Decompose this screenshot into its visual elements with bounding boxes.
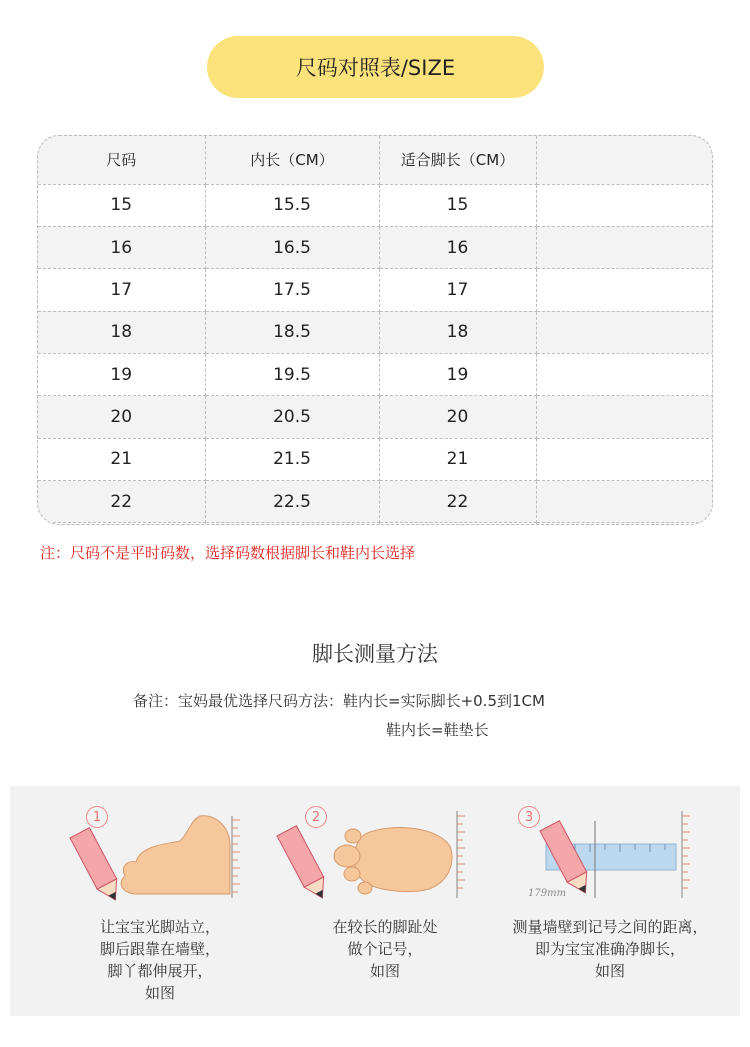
cell-foot-length: 20 xyxy=(379,396,536,438)
ruler-reading: 179mm xyxy=(528,888,567,899)
cell-size: 21 xyxy=(38,438,205,480)
ruler-illustration xyxy=(490,786,730,916)
cell-inner-length: 15.5 xyxy=(205,184,379,226)
cell-inner-length: 22.5 xyxy=(205,481,379,523)
step-2 xyxy=(265,786,505,1016)
table-row xyxy=(38,269,713,311)
cell-empty xyxy=(536,269,713,311)
cell-foot-length: 19 xyxy=(379,353,536,395)
cell-size: 16 xyxy=(38,226,205,268)
cell-empty xyxy=(536,438,713,480)
pencil-icon xyxy=(70,828,125,905)
foot-top-illustration xyxy=(265,786,505,916)
header-empty xyxy=(536,136,713,184)
size-note: 注：尺码不是平时码数，选择码数根据脚长和鞋内长选择 xyxy=(40,544,416,562)
remark-line-2: 鞋内长=鞋垫长 xyxy=(386,721,489,739)
cell-inner-length: 16.5 xyxy=(205,226,379,268)
cell-inner-length: 18.5 xyxy=(205,311,379,353)
cell-size: 18 xyxy=(38,311,205,353)
cell-foot-length: 21 xyxy=(379,438,536,480)
cell-size: 19 xyxy=(38,353,205,395)
table-row xyxy=(38,184,713,226)
size-table xyxy=(37,135,713,525)
cell-inner-length: 19.5 xyxy=(205,353,379,395)
cell-empty xyxy=(536,396,713,438)
table-header-row xyxy=(38,136,713,184)
cell-inner-length: 21.5 xyxy=(205,438,379,480)
cell-size: 22 xyxy=(38,481,205,523)
cell-size: 15 xyxy=(38,184,205,226)
cell-foot-length: 15 xyxy=(379,184,536,226)
step-1 xyxy=(40,786,280,1016)
table-row xyxy=(38,311,713,353)
pencil-icon xyxy=(277,826,332,903)
cell-empty xyxy=(536,226,713,268)
cell-empty xyxy=(536,311,713,353)
cell-empty xyxy=(536,523,713,524)
cell-foot-length: 22 xyxy=(379,481,536,523)
cell-foot-length: 17 xyxy=(379,269,536,311)
table-row xyxy=(38,438,713,480)
header-foot-length: 适合脚长（CM） xyxy=(379,136,536,184)
step-caption: 让宝宝光脚站立， 脚后跟靠在墙壁， 脚丫都伸展开， 如图 xyxy=(99,918,220,1002)
page-title: 尺码对照表/SIZE xyxy=(295,56,456,80)
cell-empty xyxy=(536,481,713,523)
table-row xyxy=(38,481,713,523)
table-row xyxy=(38,353,713,395)
cell-size: 20 xyxy=(38,396,205,438)
title-banner xyxy=(207,36,544,98)
cell-foot-length xyxy=(379,523,536,524)
cell-size xyxy=(38,523,205,524)
step-caption: 在较长的脚趾处 做个记号， 如图 xyxy=(332,918,438,980)
header-inner-length: 内长（CM） xyxy=(205,136,379,184)
table-row xyxy=(38,523,713,524)
remark-line-1: 备注：宝妈最优选择尺码方法：鞋内长=实际脚长+0.5到1CM xyxy=(133,692,545,710)
measure-title: 脚长测量方法 xyxy=(312,642,438,666)
cell-size: 17 xyxy=(38,269,205,311)
foot-side-illustration xyxy=(40,786,280,916)
cell-inner-length: 20.5 xyxy=(205,396,379,438)
cell-empty xyxy=(536,184,713,226)
cell-foot-length: 18 xyxy=(379,311,536,353)
cell-empty xyxy=(536,353,713,395)
table-row xyxy=(38,226,713,268)
header-size: 尺码 xyxy=(38,136,205,184)
step-number: 3 xyxy=(518,806,540,828)
cell-foot-length: 16 xyxy=(379,226,536,268)
step-number: 1 xyxy=(86,806,108,828)
step-caption: 测量墙壁到记号之间的距离， 即为宝宝准确净脚长， 如图 xyxy=(512,918,708,980)
table-row xyxy=(38,396,713,438)
cell-inner-length: 17.5 xyxy=(205,269,379,311)
step-number: 2 xyxy=(305,806,327,828)
cell-inner-length xyxy=(205,523,379,524)
measure-steps xyxy=(10,786,740,1016)
step-3 xyxy=(490,786,730,1016)
